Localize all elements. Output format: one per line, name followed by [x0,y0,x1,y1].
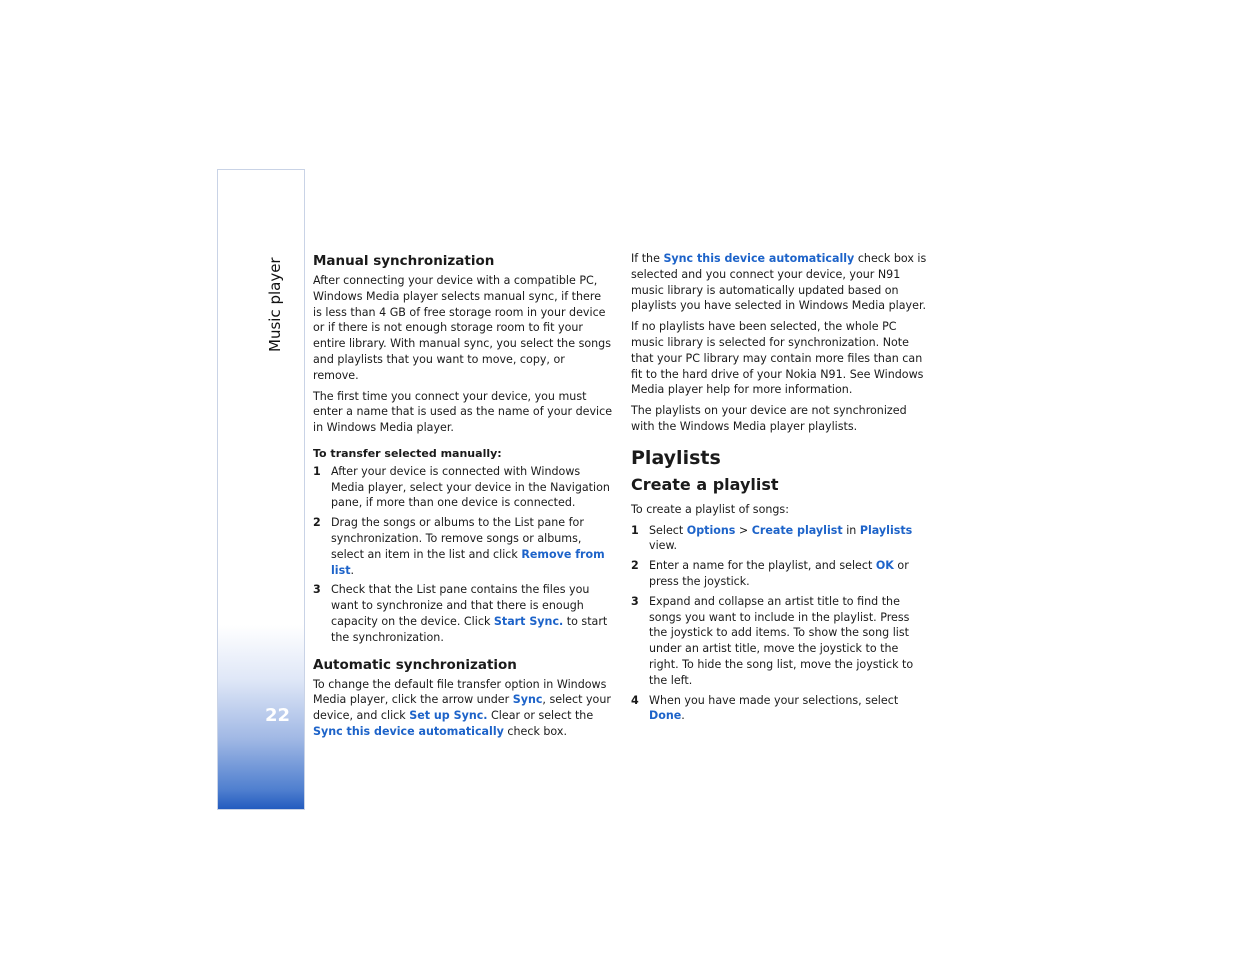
step-text: Check that the List pane contains the files you want to synchronize and that there is enough capacity on the device. Click [331,583,590,628]
auto-sync-paragraph [313,677,613,740]
sync-device-automatically-link[interactable]: Sync this device automatically [663,252,855,265]
auto-text-3: Clear or select the [487,709,594,723]
transfer-steps [313,464,613,646]
step-number: 2 [631,559,639,573]
manual-sync-paragraph-2: The first time you connect your device, you must enter a name that is used as the name of your device in Windows Media player. [313,389,613,435]
create-intro: To create a playlist of songs: [631,502,789,516]
auto-text-4: check box. [503,724,567,738]
ok-link[interactable]: OK [875,559,894,573]
list-item [313,464,613,511]
create-playlist-heading: Create a playlist [631,474,779,494]
step-text-end: to start the synchronization. [331,614,608,644]
manual-sync-paragraph-1: After connecting your device with a compatible PC, Windows Media player selects manual sync, if there is less than 4 GB of free storage room in your device or if there is not enough storage room to fit your entire library. With manual sync, you select the songs and playlists that you want to move, copy, or remove. [313,274,611,382]
step-number: 3 [631,594,639,608]
step-text-mid: in [842,523,860,537]
step-number: 3 [313,583,321,597]
auto-sync-heading: Automatic synchronization [313,656,517,673]
sync-link[interactable]: Sync [512,693,543,707]
step-number: 4 [631,693,639,707]
playlists-link[interactable]: Playlists [859,523,913,537]
options-link[interactable]: Options [686,523,736,537]
step-text: Expand and collapse an artist title to find the songs you want to include in the playlist. Press the joystick to add items. To show the song list under an artist title, move the joystick to the right. To hide the song list, move the joystick to the left. [649,594,914,687]
set-up-sync-link[interactable]: Set up Sync. [409,709,488,723]
create-playlist-link[interactable]: Create playlist [751,523,843,537]
start-sync-link[interactable]: Start Sync. [493,614,564,628]
done-link[interactable]: Done [649,709,682,723]
step-text: Drag the songs or albums to the List pane for synchronization. To remove songs or albums, select an item in the list and click [331,516,584,561]
no-playlists-paragraph: If no playlists have been selected, the whole PC music library is selected for synchronization. Note that your PC library may contain more files than can fit to the hard drive of your Nokia N91. See Windows Media player help for more information. [631,320,924,397]
sync-device-automatically-link[interactable]: Sync this device automatically [313,724,504,738]
step-number: 2 [313,516,321,530]
step-text-end: . [350,563,355,577]
manual-sync-heading: Manual synchronization [313,253,495,269]
section-title: Music player [266,257,284,352]
auto-text-2: , select your device, and click [313,693,611,723]
transfer-lead: To transfer selected manually: [313,446,502,460]
list-item [631,523,931,555]
step-text-end: . [681,709,685,723]
step-text: Enter a name for the playlist, and select [649,559,876,573]
playlists-heading: Playlists [631,446,721,469]
list-item [631,558,931,590]
page-number: 22 [265,705,291,726]
step-text: When you have made your selections, select [649,693,899,707]
step-text-end: view. [649,539,678,553]
step-number: 1 [313,464,321,478]
info-text-2: check box is selected and you connect your device, your N91 music library is automatically updated based on playlists you have selected in Windows Media player. [631,252,927,313]
auto-text-1: To change the default file transfer option in Windows Media player, click the arrow under [313,677,607,707]
step-text: Select [649,523,687,537]
left-column [313,252,613,745]
not-synchronized-paragraph: The playlists on your device are not synchronized with the Windows Media player playlists. [631,404,907,433]
list-item [313,515,613,578]
right-column [631,251,931,728]
step-separator: > [735,523,752,537]
list-item [631,594,931,689]
remove-from-list-link[interactable]: Remove from list [331,547,605,577]
info-text-1: If the [631,252,664,265]
auto-sync-info-paragraph [631,251,931,314]
step-text-end: or press the joystick. [649,559,909,588]
list-item [313,582,613,645]
list-item [631,693,931,725]
step-text: After your device is connected with Windows Media player, select your device in the Navigation pane, if more than one device is connected. [331,464,610,510]
step-number: 1 [631,523,639,537]
create-steps [631,523,931,725]
